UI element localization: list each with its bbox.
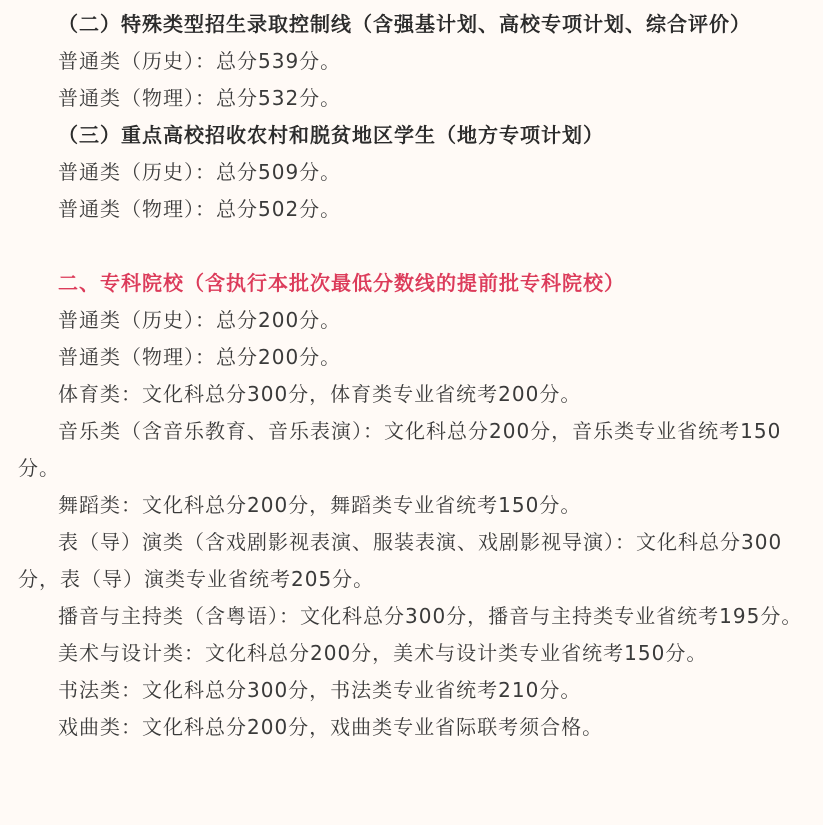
score-line: 表（导）演类（含戏剧影视表演、服装表演、戏剧影视导演）：文化科总分300分，表（导）演类专业省统考205分。 (18, 530, 783, 591)
score-line: 舞蹈类：文化科总分200分，舞蹈类专业省统考150分。 (58, 493, 582, 517)
score-line: 普通类（物理）：总分532分。 (58, 86, 342, 110)
score-line: 音乐类（含音乐教育、音乐表演）：文化科总分200分，音乐类专业省统考150分。 (18, 419, 782, 480)
section-rural-heading: （三）重点高校招收农村和脱贫地区学生（地方专项计划） (58, 123, 604, 147)
score-line: 普通类（物理）：总分200分。 (58, 345, 342, 369)
section-spacer (18, 228, 807, 265)
score-line: 普通类（历史）：总分509分。 (58, 160, 342, 184)
score-line: 普通类（物理）：总分502分。 (58, 197, 342, 221)
section-vocational-heading: 二、专科院校（含执行本批次最低分数线的提前批专科院校） (58, 271, 625, 295)
score-line: 美术与设计类：文化科总分200分，美术与设计类专业省统考150分。 (58, 641, 708, 665)
score-line: 戏曲类：文化科总分200分，戏曲类专业省际联考须合格。 (58, 715, 604, 739)
score-line: 播音与主持类（含粤语）：文化科总分300分，播音与主持类专业省统考195分。 (58, 604, 803, 628)
score-line: 普通类（历史）：总分200分。 (58, 308, 342, 332)
score-line: 书法类：文化科总分300分，书法类专业省统考210分。 (58, 678, 582, 702)
score-line: 普通类（历史）：总分539分。 (58, 49, 342, 73)
score-line: 体育类：文化科总分300分，体育类专业省统考200分。 (58, 382, 582, 406)
section-special-heading: （二）特殊类型招生录取控制线（含强基计划、高校专项计划、综合评价） (58, 12, 751, 36)
